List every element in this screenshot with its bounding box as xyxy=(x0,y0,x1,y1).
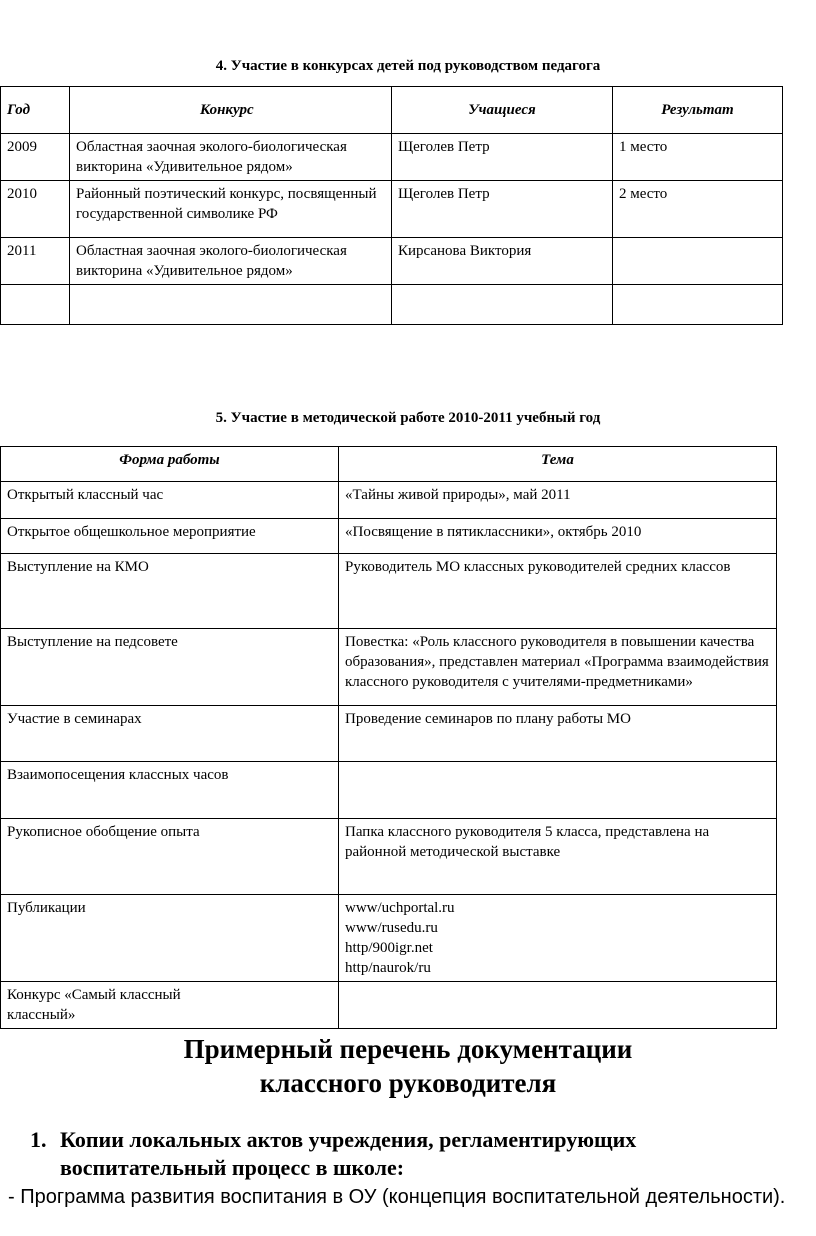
cell: Рукописное обобщение опыта xyxy=(1,819,339,895)
table-row xyxy=(1,706,777,762)
table-row xyxy=(1,982,777,1029)
cell xyxy=(1,285,70,325)
cell: «Тайны живой природы», май 2011 xyxy=(339,482,777,519)
table-row xyxy=(1,629,777,706)
col-header-students: Учащиеся xyxy=(392,87,613,134)
section5-heading: 5. Участие в методической работе 2010-2011 учебный год xyxy=(215,410,601,426)
cell xyxy=(339,762,777,819)
cell: Папка классного руководителя 5 класса, представлена на районной методической выставке xyxy=(339,819,777,895)
cell: Открытое общешкольное мероприятие xyxy=(1,519,339,554)
table-row xyxy=(1,519,777,554)
cell: Взаимопосещения классных часов xyxy=(1,762,339,819)
methodical-work-table xyxy=(0,446,777,1029)
cell: Проведение семинаров по плану работы МО xyxy=(339,706,777,762)
cell: Выступление на педсовете xyxy=(1,629,339,706)
table-row xyxy=(1,554,777,629)
cell: Руководитель МО классных руководителей средних классов xyxy=(339,554,777,629)
list-item xyxy=(30,1126,790,1182)
document-title xyxy=(0,1032,816,1100)
cell: Публикации xyxy=(1,895,339,982)
cell xyxy=(339,982,777,1029)
cell: Щеголев Петр xyxy=(392,181,613,238)
cell: Открытый классный час xyxy=(1,482,339,519)
section4-heading: 4. Участие в конкурсах детей под руководством педагога xyxy=(215,58,601,74)
table-header-row xyxy=(1,447,777,482)
cell: Конкурс «Самый классный классный» xyxy=(1,982,339,1029)
cell: 2011 xyxy=(1,238,70,285)
title-line: Примерный перечень документации xyxy=(183,1034,633,1064)
table-row xyxy=(1,238,783,285)
cell: Щеголев Петр xyxy=(392,134,613,181)
cell: 2009 xyxy=(1,134,70,181)
table-row xyxy=(1,134,783,181)
table-row xyxy=(1,762,777,819)
cell xyxy=(70,285,392,325)
cell: Повестка: «Роль классного руководителя в повышении качества образования», представлен материал «Программа взаимодействия классного руководителя с учителями-предметниками» xyxy=(339,629,777,706)
list-text: Копии локальных актов учреждения, регламентирующих воспитательный процесс в школе: xyxy=(60,1127,637,1180)
cell: Областная заочная эколого-биологическая викторина «Удивительное рядом» xyxy=(70,238,392,285)
table-row xyxy=(1,819,777,895)
cell: 2010 xyxy=(1,181,70,238)
cell: Областная заочная эколого-биологическая викторина «Удивительное рядом» xyxy=(70,134,392,181)
cell: Участие в семинарах xyxy=(1,706,339,762)
table-row xyxy=(1,181,783,238)
col-header-contest: Конкурс xyxy=(70,87,392,134)
cell: 1 место xyxy=(613,134,783,181)
contests-table xyxy=(0,86,783,325)
col-header-year: Год xyxy=(1,87,70,134)
col-header-topic: Тема xyxy=(339,447,777,482)
title-line: классного руководителя xyxy=(259,1068,557,1098)
table-header-row xyxy=(1,87,783,134)
col-header-result: Результат xyxy=(613,87,783,134)
cell: «Посвящение в пятиклассники», октябрь 2010 xyxy=(339,519,777,554)
table-row xyxy=(1,895,777,982)
cell xyxy=(392,285,613,325)
cell: www/uchportal.ru www/rusedu.ru http/900igr.net http/naurok/ru xyxy=(339,895,777,982)
table-row xyxy=(1,482,777,519)
cell: 2 место xyxy=(613,181,783,238)
cell xyxy=(613,238,783,285)
cell: Выступление на КМО xyxy=(1,554,339,629)
cell: Районный поэтический конкурс, посвященный государственной символике РФ xyxy=(70,181,392,238)
table-row xyxy=(1,285,783,325)
list-number: 1. xyxy=(30,1127,47,1152)
paragraph: - Программа развития воспитания в ОУ (концепция воспитательной деятельности). xyxy=(8,1186,786,1208)
cell: Кирсанова Виктория xyxy=(392,238,613,285)
cell xyxy=(613,285,783,325)
col-header-form: Форма работы xyxy=(1,447,339,482)
